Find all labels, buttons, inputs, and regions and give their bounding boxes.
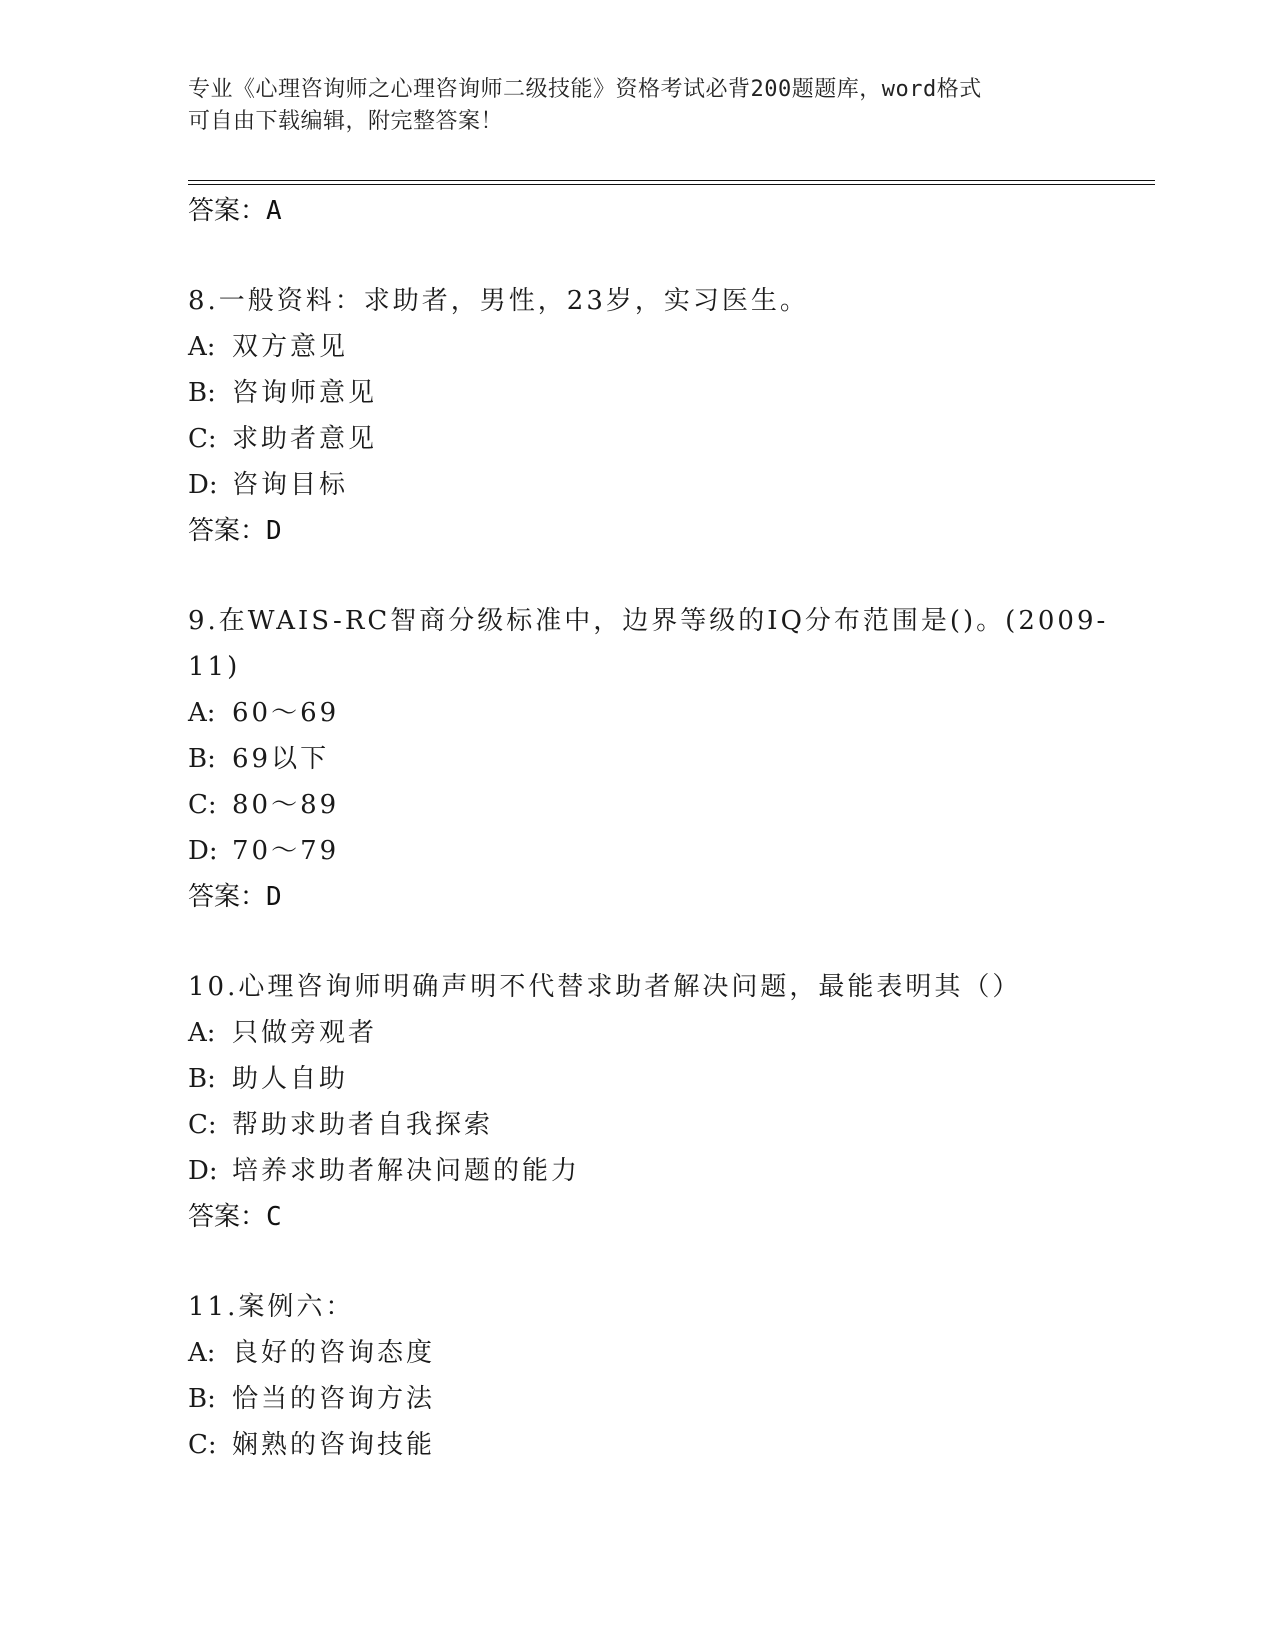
option-b bbox=[188, 370, 1148, 416]
option-label: A: bbox=[188, 1018, 216, 1048]
question-text: 8.一般资料：求助者，男性，23岁，实习医生。 bbox=[188, 286, 809, 316]
option-a bbox=[188, 1010, 1148, 1056]
option-label: C: bbox=[188, 1430, 217, 1460]
option-label: A: bbox=[188, 698, 216, 728]
option-label: B: bbox=[188, 1064, 216, 1094]
option-label: C: bbox=[188, 424, 217, 454]
option-text: 咨询目标 bbox=[232, 470, 349, 500]
option-c bbox=[188, 1422, 1148, 1468]
question-text-line-1: 9.在WAIS-RC智商分级标准中，边界等级的IQ分布范围是()。(2009- bbox=[188, 606, 1109, 636]
answer-line: 答案：D bbox=[188, 516, 282, 546]
option-text: 70～79 bbox=[232, 836, 340, 866]
option-a bbox=[188, 690, 1148, 736]
question-text: 11.案例六： bbox=[188, 1292, 355, 1322]
answer-line: 答案：A bbox=[188, 196, 282, 226]
option-a bbox=[188, 324, 1148, 370]
option-d bbox=[188, 462, 1148, 508]
option-text: 助人自助 bbox=[232, 1064, 349, 1094]
option-label: C: bbox=[188, 790, 217, 820]
header-rule-bottom bbox=[188, 184, 1155, 185]
option-text: 良好的咨询态度 bbox=[232, 1338, 436, 1368]
option-text: 求助者意见 bbox=[232, 424, 378, 454]
option-b bbox=[188, 1056, 1148, 1102]
option-label: D: bbox=[188, 470, 218, 500]
option-c bbox=[188, 782, 1148, 828]
option-c bbox=[188, 1102, 1148, 1148]
option-label: D: bbox=[188, 1156, 218, 1186]
question-10 bbox=[188, 964, 1148, 1240]
option-b bbox=[188, 736, 1148, 782]
option-d bbox=[188, 1148, 1148, 1194]
question-11 bbox=[188, 1284, 1148, 1468]
option-c bbox=[188, 416, 1148, 462]
option-a bbox=[188, 1330, 1148, 1376]
option-label: A: bbox=[188, 332, 216, 362]
document-header bbox=[188, 74, 1088, 138]
option-text: 咨询师意见 bbox=[232, 378, 378, 408]
question-list bbox=[188, 188, 1148, 1468]
option-text: 帮助求助者自我探索 bbox=[232, 1110, 494, 1140]
answer-line: 答案：C bbox=[188, 1202, 282, 1232]
question-text bbox=[188, 598, 1148, 690]
option-text: 娴熟的咨询技能 bbox=[232, 1430, 436, 1460]
option-label: D: bbox=[188, 836, 218, 866]
header-line-2: 可自由下载编辑，附完整答案！ bbox=[188, 109, 504, 134]
header-line-1: 专业《心理咨询师之心理咨询师二级技能》资格考试必背200题题库，word格式 bbox=[188, 77, 982, 102]
question-9 bbox=[188, 598, 1148, 920]
option-text: 培养求助者解决问题的能力 bbox=[232, 1156, 581, 1186]
option-text: 80～89 bbox=[232, 790, 340, 820]
option-text: 恰当的咨询方法 bbox=[232, 1384, 436, 1414]
option-text: 60～69 bbox=[232, 698, 340, 728]
option-b bbox=[188, 1376, 1148, 1422]
option-text: 69以下 bbox=[232, 744, 330, 774]
option-label: B: bbox=[188, 1384, 216, 1414]
question-text: 10.心理咨询师明确声明不代替求助者解决问题，最能表明其（） bbox=[188, 972, 1022, 1002]
question-8 bbox=[188, 278, 1148, 554]
option-label: B: bbox=[188, 378, 216, 408]
option-label: B: bbox=[188, 744, 216, 774]
answer-line: 答案：D bbox=[188, 882, 282, 912]
option-label: C: bbox=[188, 1110, 217, 1140]
option-d bbox=[188, 828, 1148, 874]
option-text: 双方意见 bbox=[232, 332, 349, 362]
header-rule-top bbox=[188, 180, 1155, 181]
question-text-line-2: 11) bbox=[188, 652, 241, 682]
option-text: 只做旁观者 bbox=[232, 1018, 378, 1048]
option-label: A: bbox=[188, 1338, 216, 1368]
